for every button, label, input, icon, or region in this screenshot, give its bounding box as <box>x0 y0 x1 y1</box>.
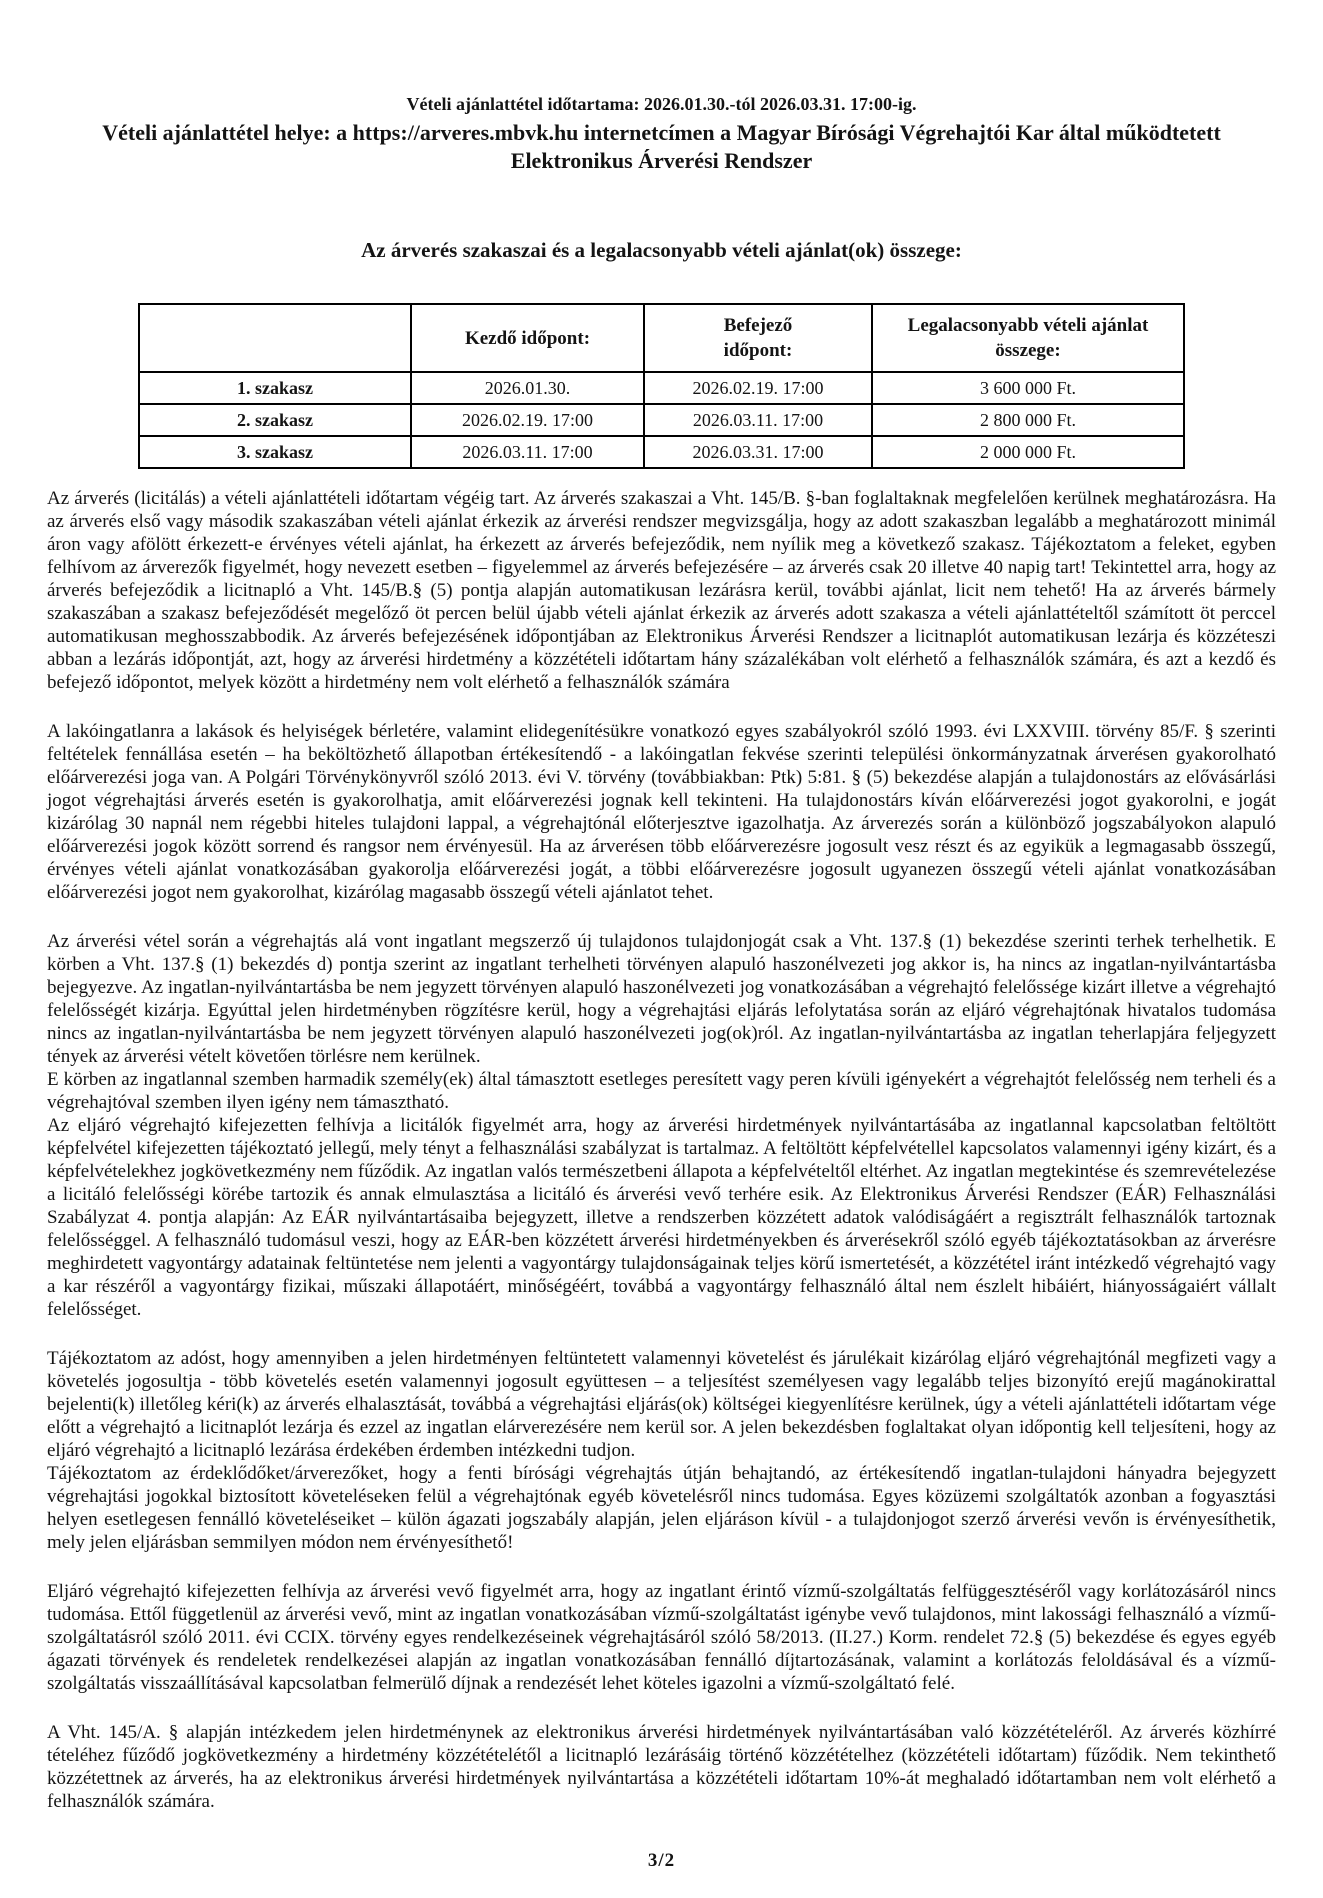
stage-1-label: 1. szakasz <box>139 372 411 404</box>
col-header-min-offer: Legalacsonyabb vételi ajánlat összege: <box>872 304 1184 372</box>
paragraph: Az árverési vétel során a végrehajtás alá vont ingatlant megszerző új tulajdonos tulajdonjogát csak a Vht. 137.§ (1) bekezdése szerinti terhek terhelhetik. E körben a Vht. 137.§ (1) bekezdés d) pontja szerint az ingatlant terhelheti törvényen alapuló haszonélvezeti jog akkor is, ha nincs az ingatlan-nyilvántartásba bejegyezve. Az ingatlan-nyilvántartásba be nem jegyzett törvényen alapuló haszonélvezeti jog vonatkozásában a végrehajtó felelőssége kizárt illetve a végrehajtó felelősségét kizárja. Egyúttal jelen hirdetményben rögzítésre kerül, hogy a végrehajtási eljárás lefolytatása során az eljáró végrehajtónak hivatalos tudomása nincs az ingatlan-nyilvántartásba be nem jegyzett törvényen alapuló haszonélvezeti jog(ok)ról. Az ingatlan-nyilvántartásba az ingatlan teherlapjára feljegyzett tények az árverési vételt követően törlésre nem kerülnek. <box>47 931 1276 1067</box>
page-number: 3/2 <box>647 1850 676 1871</box>
paragraph: Az eljáró végrehajtó kifejezetten felhívja a licitálók figyelmét arra, hogy az árverési hirdetmények nyilvántartásába az ingatlannal kapcsolatban feltöltött képfelvétel kifejezetten tájékoztató jellegű, mely tényt a felhasználási szabályzat is tartalmaz. A feltöltött képfelvétellel kapcsolatos valamennyi igény kizárt, és a képfelvételekhez jogkövetkezmény nem fűződik. Az ingatlan valós természetbeni állapota a képfelvételtől eltérhet. Az ingatlan megtekintése és szemrevételezése a licitáló felelősségi körébe tartozik és annak elmulasztása a licitáló és árverési vevő terhére esik. Az Elektronikus Árverési Rendszer (EÁR) Felhasználási Szabályzat 4. pontja alapján: Az EÁR nyilvántartásaiba bejegyzett, illetve a rendszerben közzétett adatok valódiságáért a regisztrált felhasználók tartoznak felelősséggel. A felhasználó tudomásul veszi, hogy az EÁR-ben közzétett árverési hirdetményekben és árverésekről szóló egyéb tájékoztatásokban az árverésre meghirdetett vagyontárgy adatainak feltüntetése nem jelenti a vagyontárgy tulajdonságainak teljes körű ismertetését, a közzététel iránt intézkedő végrehajtó vagy a kar részéről a vagyontárgy fizikai, műszaki állapotáért, minőségéért, továbbá a vagyontárgy felhasználó által nem észlelt hibáiért, hiányosságaiért vállalt felelősséget. <box>47 1115 1276 1320</box>
col-header-end: Befejező időpont: <box>644 304 872 372</box>
col-header-start: Kezdő időpont: <box>411 304 644 372</box>
col-header-stage <box>139 304 411 372</box>
stage-1-start: 2026.01.30. <box>411 372 644 404</box>
bid-period-line: Vételi ajánlattétel időtartama: 2026.01.30.-tól 2026.03.31. 17:00-ig. <box>406 94 917 114</box>
paragraph-block-encumbrances <box>47 930 1276 1321</box>
stage-3-label: 3. szakasz <box>139 436 411 468</box>
paragraph: A Vht. 145/A. § alapján intézkedem jelen hirdetménynek az elektronikus árverési hirdetmények nyilvántartásában való közzétételéről. Az árverés közhírré tételéhez fűződő jogkövetkezmény a hirdetmény közzétételétől a licitnapló lezárásáig történő közzétételhez (közzétételi időtartam) fűződik. Nem tekinthető közzétettnek az árverés, ha az elektronikus árverési hirdetmények nyilvántartása a közzétételi időtartam 10%-át meghaladó időtartamban nem volt elérhető a felhasználók számára. <box>47 1722 1276 1812</box>
paragraph: E körben az ingatlannal szemben harmadik személy(ek) által támasztott esetleges peresített vagy peren kívüli igényekért a végrehajtót felelősség nem terheli és a végrehajtóval szemben ilyen igény nem támasztható. <box>47 1069 1276 1113</box>
table-row-stage-2 <box>139 404 1184 436</box>
stage-1-min-offer: 3 600 000 Ft. <box>872 372 1184 404</box>
stage-3-end: 2026.03.31. 17:00 <box>644 436 872 468</box>
paragraph: Az árverés (licitálás) a vételi ajánlattételi időtartam végéig tart. Az árverés szakaszai a Vht. 145/B. §-ban foglaltaknak megfelelően kerülnek meghatározásra. Ha az árverés első vagy második szakaszában vételi ajánlat érkezik az árverési rendszer megvizsgálja, hogy az adott szakaszban legalább a meghatározott minimál áron vagy afölött érkezett-e érvényes vételi ajánlat, ha érkezett az árverés befejeződik, nem nyílik meg a következő szakasz. Tájékoztatom a feleket, egyben felhívom az árverezők figyelmét, hogy nevezett esetben – figyelemmel az árverés befejezésére – az árverés csak 20 illetve 40 napig tart! Tekintettel arra, hogy az árverés befejeződik a licitnapló a Vht. 145/B.§ (5) pontja alapján automatikusan lezárásra kerül, további ajánlat, licit nem tehető! Ha az árverés bármely szakaszában a szakasz befejeződését megelőző öt percen belül újabb vételi ajánlat érkezik az árverés adott szakasza a vételi ajánlattételtől számított öt perccel automatikusan meghosszabbodik. Az árverés befejezésének időpontjában az Elektronikus Árverési Rendszer a licitnaplót automatikusan lezárja és közzéteszi abban a lezárás időpontját, azt, hogy az árverési hirdetmény a közzétételi időtartam hány százalékában volt elérhető a felhasználók számára, és azt a kezdő és befejező időpontot, melyek között a hirdetmény nem volt elérhető a felhasználók számára <box>47 488 1276 693</box>
paragraph-block-auction-rules <box>47 487 1276 694</box>
table-header-row <box>139 304 1184 372</box>
paragraph-block-debtor-info <box>47 1347 1276 1554</box>
stage-2-label: 2. szakasz <box>139 404 411 436</box>
document-body <box>47 487 1276 1813</box>
paragraph-block-preemption-rights <box>47 720 1276 904</box>
stage-2-min-offer: 2 800 000 Ft. <box>872 404 1184 436</box>
paragraph: Tájékoztatom az érdeklődőket/árverezőket, hogy a fenti bírósági végrehajtás útján behajtandó, az értékesítendő ingatlan-tulajdoni hányadra bejegyzett végrehajtási jogokkal biztosított követeléseken felül a végrehajtónak egyéb követelésről nincs tudomása. Egyes közüzemi szolgáltatók azonban a fogyasztási helyen esetlegesen fennálló követeléseiket – külön ágazati jogszabály alapján, jelen eljáráson kívül - a tulajdonjogot szerző árverési vevőn is érvényesíthetik, mely jelen eljárásban semmilyen módon nem érvényesíthető! <box>47 1463 1276 1553</box>
table-row-stage-3 <box>139 436 1184 468</box>
auction-stages-table <box>138 303 1185 469</box>
stage-3-min-offer: 2 000 000 Ft. <box>872 436 1184 468</box>
stage-2-end: 2026.03.11. 17:00 <box>644 404 872 436</box>
table-row-stage-1 <box>139 372 1184 404</box>
section-title: Az árverés szakaszai és a legalacsonyabb vételi ajánlat(ok) összege: <box>361 238 962 262</box>
bid-location-line: Vételi ajánlattétel helye: a https://arveres.mbvk.hu internetcímen a Magyar Bírósági Végrehajtói Kar által működtetett Elektronikus Árverési Rendszer <box>102 120 1221 173</box>
paragraph-block-publication <box>47 1721 1276 1813</box>
paragraph: Eljáró végrehajtó kifejezetten felhívja az árverési vevő figyelmét arra, hogy az ingatlant érintő vízmű-szolgáltatás felfüggesztéséről vagy korlátozásáról nincs tudomása. Ettől függetlenül az árverési vevő, mint az ingatlan vonatkozásában vízmű-szolgáltatást igénybe vevő tulajdonos, mint lakossági felhasználó a vízmű-szolgáltatásról szóló 2011. évi CCIX. törvény egyes rendelkezéseinek végrehajtásáról szóló 58/2013. (II.27.) Korm. rendelet 72.§ (5) bekezdése és egyes egyéb ágazati törvények és rendeletek rendelkezései alapján az ingatlan vonatkozásában fennálló díjtartozásának, valamint a korlátozás feloldásával és a vízmű-szolgáltatás visszaállításával kapcsolatban felmerülő díjnak a rendezését lehet köteles igazolni a vízmű-szolgáltató felé. <box>47 1581 1276 1694</box>
stage-1-end: 2026.02.19. 17:00 <box>644 372 872 404</box>
stage-3-start: 2026.03.11. 17:00 <box>411 436 644 468</box>
paragraph-block-water-utility <box>47 1580 1276 1695</box>
paragraph: Tájékoztatom az adóst, hogy amennyiben a jelen hirdetményen feltüntetett valamennyi követelést és járulékait kizárólag eljáró végrehajtónál megfizeti vagy a követelés jogosultja - több követelés esetén valamennyi jogosult együttesen – a teljesítést személyesen vagy legalább teljes bizonyító erejű magánokirattal bejelenti(k) illetőleg kéri(k) az árverés elhalasztását, továbbá a végrehajtási eljárás(ok) költségei kiegyenlítésre kerülnek, úgy a vételi ajánlattételi időtartam vége előtt a végrehajtó a licitnaplót lezárja és ezzel az ingatlan elárverezésére nem kerül sor. A jelen bekezdésben foglaltakat olyan időpontig kell teljesíteni, hogy az eljáró végrehajtó a licitnapló lezárása érdekében érdemben intézkedni tudjon. <box>47 1348 1276 1461</box>
paragraph: A lakóingatlanra a lakások és helyiségek bérletére, valamint elidegenítésükre vonatkozó egyes szabályokról szóló 1993. évi LXXVIII. törvény 85/F. § szerinti feltételek fennállása esetén – ha beköltözhető állapotban értékesítendő - a lakóingatlan fekvése szerinti települési önkormányzatnak árverésen gyakorolható előárverezési joga van. A Polgári Törvénykönyvről szóló 2013. évi V. törvény (továbbiakban: Ptk) 5:81. § (5) bekezdése alapján a tulajdonostárs az elővásárlási jogot végrehajtási árverés esetén is gyakorolhatja, amit előárverezési jognak kell tekinteni. Ha tulajdonostárs kíván előárverezési jogot gyakorolni, e jogát kizárólag 30 napnál nem régebbi hiteles tulajdoni lappal, a végrehajtónál előterjesztve igazolhatja. Az árverezés során a különböző jogszabályokon alapuló előárverezési jogok között sorrend és rangsor nem érvényesül. Ha az árverésen több előárverezésre jogosult vesz részt és az egyikük a legmagasabb összegű, érvényes vételi ajánlat vonatkozásában gyakorolja előárverezési jogát, a többi előárverezésre jogosult ugyanezen összegű vételi ajánlat vonatkozásában előárverezési jogot nem gyakorolhat, kizárólag magasabb összegű vételi ajánlatot tehet. <box>47 721 1276 903</box>
stage-2-start: 2026.02.19. 17:00 <box>411 404 644 436</box>
